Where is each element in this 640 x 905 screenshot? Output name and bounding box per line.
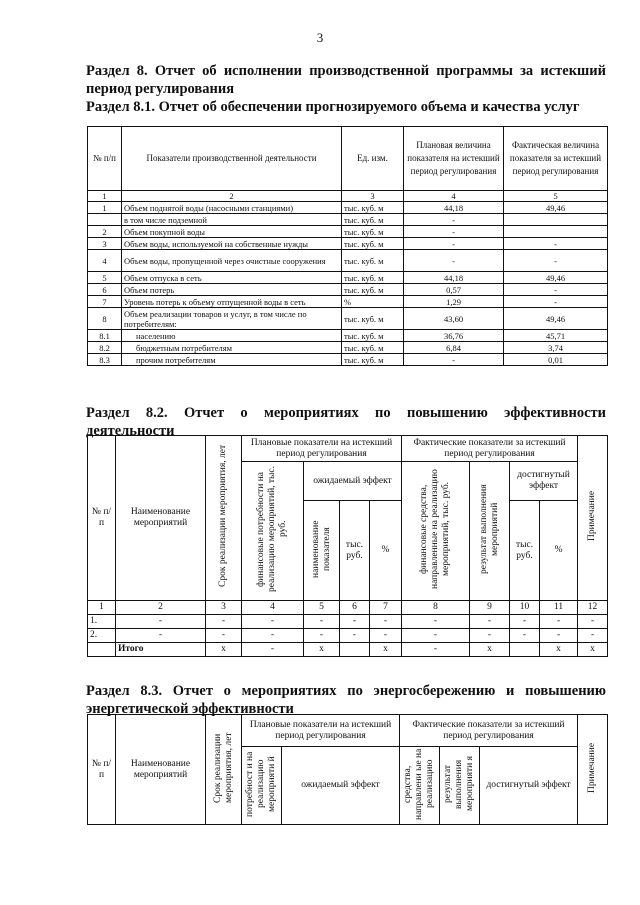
row-actual: - [504, 296, 608, 308]
row-planned: - [404, 238, 504, 250]
row-unit: % [342, 296, 404, 308]
table-cell: - [402, 615, 470, 629]
row-number [88, 214, 122, 226]
column-number-row [88, 601, 608, 615]
row-planned: - [404, 354, 504, 366]
row-unit: тыс. куб. м [342, 354, 404, 366]
t2-header-fin-need: финансовые потребности на реализацию мероприятий, тыс. руб. [256, 465, 288, 593]
table-cell: - [242, 615, 304, 629]
t3-header-note: Примечание [587, 742, 598, 793]
table-cell: - [540, 615, 578, 629]
section-8-2-title: Раздел 8.2. Отчет о мероприятиях по повышению эффективности деятельности [86, 405, 606, 439]
table-cell: - [340, 629, 370, 643]
row-number: 1 [88, 202, 122, 214]
col-number: 4 [404, 191, 504, 202]
table-cell: - [402, 629, 470, 643]
t3-header-need: потребност и на реализацию мероприяти й [245, 750, 277, 817]
row-planned: 44,18 [404, 202, 504, 214]
table-cell: 2. [88, 629, 116, 643]
row-actual [504, 226, 608, 238]
table-cell: - [370, 629, 402, 643]
col-number: 2 [122, 191, 342, 202]
table-cell: - [578, 615, 608, 629]
production-indicators-table [87, 126, 608, 366]
t2-header-term: Срок реализации мероприятия, лет [218, 444, 228, 588]
table-cell: - [116, 615, 206, 629]
t2-header-note: Примечание [587, 490, 598, 542]
t3-header-result: результат выполнения мероприяти я [443, 756, 476, 811]
t3-header-name: Наименование мероприятий [116, 715, 206, 825]
row-unit: тыс. куб. м [342, 214, 404, 226]
col-number: 1 [88, 601, 116, 615]
table-cell: - [370, 615, 402, 629]
energy-saving-table [87, 714, 608, 825]
table-row [88, 238, 608, 250]
header-planned: Плановая величина показателя на истекший период регулирования [404, 127, 504, 191]
t3-header-num: № п/п [88, 715, 116, 825]
row-indicator: Объем отпуска в сеть [122, 272, 342, 284]
table-row [88, 354, 608, 366]
table-cell: - [540, 629, 578, 643]
section-8-1-title: Раздел 8.1. Отчет об обеспечении прогнозируемого объема и качества услуг [86, 99, 580, 115]
header-actual: Фактическая величина показателя за истекший период регулирования [504, 127, 608, 191]
col-number: 9 [470, 601, 510, 615]
row-unit: тыс. куб. м [342, 284, 404, 296]
column-number-row [88, 191, 608, 202]
row-unit: тыс. куб. м [342, 272, 404, 284]
table-row [88, 202, 608, 214]
row-actual: - [504, 238, 608, 250]
t2-header-thous-rub-2: тыс. руб. [510, 501, 540, 601]
col-number: 4 [242, 601, 304, 615]
row-actual: 3,74 [504, 342, 608, 354]
row-actual: 0,01 [504, 354, 608, 366]
table-cell: - [510, 615, 540, 629]
row-indicator: населению [122, 330, 342, 342]
row-planned: 44,18 [404, 272, 504, 284]
table-row [88, 226, 608, 238]
row-planned: - [404, 226, 504, 238]
section-8-title: Раздел 8. Отчет об исполнении производственной программы за истекший период регулирования [86, 63, 606, 97]
table-cell: 1. [88, 615, 116, 629]
col-number: 3 [206, 601, 242, 615]
table-row [88, 629, 608, 643]
row-number: 3 [88, 238, 122, 250]
row-actual: 49,46 [504, 272, 608, 284]
section-8-3-title: Раздел 8.3. Отчет о мероприятиях по энергосбережению и повышению энергетической эффективности [86, 683, 606, 717]
total-cell [340, 643, 370, 657]
table-cell: - [116, 629, 206, 643]
t3-header-actual-group: Фактические показатели за истекший период регулирования [400, 715, 578, 747]
t3-header-expected-effect: ожидаемый эффект [282, 747, 400, 825]
t2-header-result: результат выполнения мероприятий [478, 484, 500, 574]
total-cell: x [304, 643, 340, 657]
row-actual: - [504, 250, 608, 272]
t2-header-indicator-name: наименование показателя [310, 519, 332, 578]
row-planned: - [404, 250, 504, 272]
col-number: 8 [402, 601, 470, 615]
t2-header-expected-effect: ожидаемый эффект [304, 462, 402, 501]
row-planned: 0,57 [404, 284, 504, 296]
col-number: 5 [304, 601, 340, 615]
total-cell: x [578, 643, 608, 657]
row-unit: тыс. куб. м [342, 330, 404, 342]
table-cell: - [304, 615, 340, 629]
row-planned: 1,29 [404, 296, 504, 308]
t3-header-achieved-effect: достигнутый эффект [480, 747, 578, 825]
header-num: № п/п [88, 127, 122, 191]
col-number: 11 [540, 601, 578, 615]
total-cell: x [370, 643, 402, 657]
table-cell: - [470, 615, 510, 629]
row-planned: 6,84 [404, 342, 504, 354]
table-row [88, 330, 608, 342]
t2-header-percent: % [370, 501, 402, 601]
total-cell: x [540, 643, 578, 657]
row-number: 5 [88, 272, 122, 284]
row-actual: 45,71 [504, 330, 608, 342]
row-planned: - [404, 214, 504, 226]
table-row [88, 272, 608, 284]
row-unit: тыс. куб. м [342, 308, 404, 330]
col-number: 2 [116, 601, 206, 615]
row-indicator: Объем реализации товаров и услуг, в том числе по потребителям: [122, 308, 342, 330]
t3-header-term: Срок реализации мероприятия, лет [212, 732, 234, 803]
table-row [88, 296, 608, 308]
total-label: Итого [116, 643, 206, 657]
total-row [88, 643, 608, 657]
row-number: 8.3 [88, 354, 122, 366]
row-number: 2 [88, 226, 122, 238]
table-cell: - [510, 629, 540, 643]
row-unit: тыс. куб. м [342, 202, 404, 214]
total-cell: x [470, 643, 510, 657]
t2-header-num: № п/п [88, 436, 116, 601]
table-row [88, 308, 608, 330]
row-number: 7 [88, 296, 122, 308]
t2-header-percent-2: % [540, 501, 578, 601]
row-unit: тыс. куб. м [342, 238, 404, 250]
efficiency-measures-table [87, 435, 608, 657]
row-planned: 43,60 [404, 308, 504, 330]
table-cell: - [578, 629, 608, 643]
col-number: 3 [342, 191, 404, 202]
row-number: 4 [88, 250, 122, 272]
col-number: 1 [88, 191, 122, 202]
row-indicator: Уровень потерь к объему отпущенной воды в сеть [122, 296, 342, 308]
t2-header-fin-means: финансовые средства, направленные на реализацию мероприятий, тыс. руб. [419, 469, 452, 589]
total-cell: x [206, 643, 242, 657]
col-number: 6 [340, 601, 370, 615]
row-number: 6 [88, 284, 122, 296]
t3-header-means: средства, направлени ые на реализацию [403, 747, 436, 820]
row-planned: 36,76 [404, 330, 504, 342]
col-number: 7 [370, 601, 402, 615]
table-cell: - [206, 629, 242, 643]
table-row [88, 250, 608, 272]
row-indicator: Объем поднятой воды (насосными станциями) [122, 202, 342, 214]
table-cell: - [340, 615, 370, 629]
t2-header-thous-rub: тыс. руб. [340, 501, 370, 601]
table-cell: - [242, 629, 304, 643]
table-row [88, 214, 608, 226]
table-row [88, 284, 608, 296]
total-cell: - [242, 643, 304, 657]
table-cell: - [470, 629, 510, 643]
row-unit: тыс. куб. м [342, 226, 404, 238]
col-number: 12 [578, 601, 608, 615]
total-cell [88, 643, 116, 657]
t2-header-achieved-effect: достигнутый эффект [510, 462, 578, 501]
t2-header-planned-group: Плановые показатели на истекший период регулирования [242, 436, 402, 462]
row-actual: - [504, 284, 608, 296]
row-unit: тыс. куб. м [342, 250, 404, 272]
col-number: 5 [504, 191, 608, 202]
total-cell [510, 643, 540, 657]
header-indicator: Показатели производственной деятельности [122, 127, 342, 191]
t3-header-planned-group: Плановые показатели на истекший период регулирования [242, 715, 400, 747]
row-indicator: Объем воды, используемой на собственные нужды [122, 238, 342, 250]
row-actual: 49,46 [504, 202, 608, 214]
row-actual [504, 214, 608, 226]
t2-header-actual-group: Фактические показатели за истекший период регулирования [402, 436, 578, 462]
row-indicator: бюджетным потребителям [122, 342, 342, 354]
row-number: 8.2 [88, 342, 122, 354]
t2-header-name: Наименование мероприятий [116, 436, 206, 601]
row-actual: 49,46 [504, 308, 608, 330]
row-number: 8.1 [88, 330, 122, 342]
row-indicator: Объем воды, пропущенной через очистные сооружения [122, 250, 342, 272]
row-number: 8 [88, 308, 122, 330]
table-cell: - [304, 629, 340, 643]
table-row [88, 342, 608, 354]
table-cell: - [206, 615, 242, 629]
row-unit: тыс. куб. м [342, 342, 404, 354]
row-indicator: Объем покупной воды [122, 226, 342, 238]
col-number: 10 [510, 601, 540, 615]
header-unit: Ед. изм. [342, 127, 404, 191]
row-indicator: Объем потерь [122, 284, 342, 296]
row-indicator: в том числе подземной [122, 214, 342, 226]
table-row [88, 615, 608, 629]
total-cell: - [402, 643, 470, 657]
row-indicator: прочим потребителям [122, 354, 342, 366]
page-number: 3 [316, 30, 324, 45]
